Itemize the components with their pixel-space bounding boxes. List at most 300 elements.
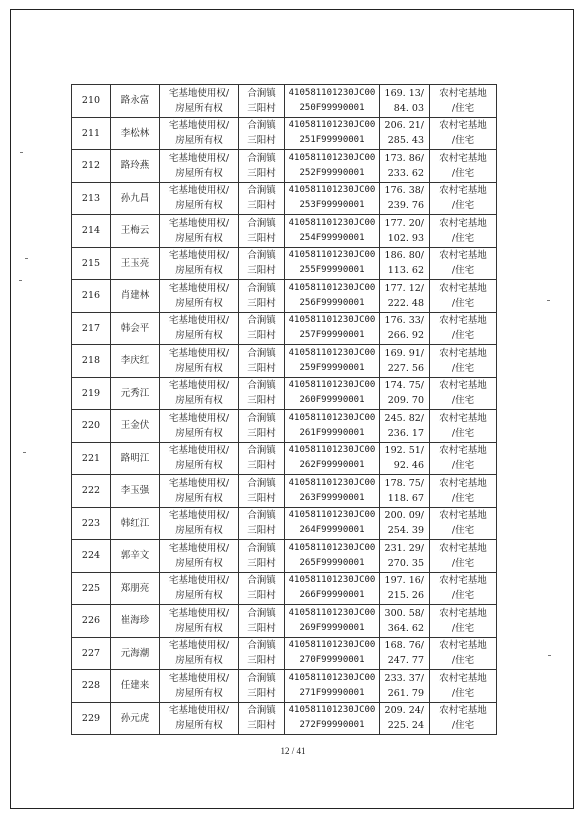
land-use-line-1: 农村宅基地 — [439, 607, 487, 619]
parcel-code-cell — [285, 442, 380, 475]
owner-name-cell — [111, 345, 160, 378]
building-area: 84. 03 — [393, 102, 424, 114]
land-area: 197. 16/ — [384, 575, 424, 587]
land-area: 300. 58/ — [384, 607, 424, 619]
right-type-line-2: 房屋所有权 — [175, 655, 223, 667]
area-cell — [380, 150, 430, 183]
land-use-line-2: /住宅 — [451, 622, 475, 634]
land-use-line-1: 农村宅基地 — [439, 217, 487, 229]
right-type-cell — [160, 215, 239, 248]
parcel-code-line-2: 271F99990001 — [299, 687, 365, 698]
parcel-code-line-2: 257F99990001 — [299, 330, 365, 341]
area-cell — [380, 410, 430, 443]
right-type-line-1: 宅基地使用权/ — [168, 672, 230, 684]
area-cell — [380, 377, 430, 410]
land-use-line-1: 农村宅基地 — [439, 380, 487, 392]
right-type-line-2: 房屋所有权 — [175, 232, 223, 244]
building-area: 102. 93 — [387, 232, 424, 244]
location-village: 三阳村 — [247, 200, 276, 212]
land-area: 177. 12/ — [384, 282, 424, 294]
building-area: 225. 24 — [387, 720, 424, 732]
land-area: 233. 37/ — [384, 672, 424, 684]
location-town: 合涧镇 — [247, 185, 276, 197]
building-area: 113. 62 — [387, 265, 424, 277]
right-type-cell — [160, 475, 239, 508]
location-village: 三阳村 — [247, 460, 276, 472]
row-number: 222 — [81, 485, 101, 497]
row-number: 228 — [81, 680, 101, 692]
scan-speck — [23, 452, 26, 453]
table-row — [72, 572, 497, 605]
owner-name-cell — [111, 215, 160, 248]
right-type-line-2: 房屋所有权 — [175, 720, 223, 732]
right-type-line-2: 房屋所有权 — [175, 590, 223, 602]
parcel-code-line-1: 410581101230JC00 — [288, 87, 376, 98]
land-use-cell — [430, 702, 497, 735]
row-number: 223 — [81, 517, 101, 529]
location-village: 三阳村 — [247, 395, 276, 407]
land-use-line-2: /住宅 — [451, 720, 475, 732]
land-use-line-2: /住宅 — [451, 297, 475, 309]
building-area: 92. 46 — [393, 460, 424, 472]
row-number: 218 — [81, 355, 101, 367]
location-village: 三阳村 — [247, 102, 276, 114]
land-use-cell — [430, 540, 497, 573]
right-type-cell — [160, 150, 239, 183]
parcel-code-line-2: 254F99990001 — [299, 232, 365, 243]
parcel-code-line-1: 410581101230JC00 — [288, 412, 376, 423]
location-cell — [239, 377, 285, 410]
land-area: 192. 51/ — [384, 445, 424, 457]
row-number: 214 — [81, 225, 101, 237]
row-number: 212 — [81, 160, 101, 172]
right-type-line-1: 宅基地使用权/ — [168, 575, 230, 587]
location-cell — [239, 280, 285, 313]
building-area: 209. 70 — [387, 395, 424, 407]
land-use-cell — [430, 182, 497, 215]
building-area: 239. 76 — [387, 200, 424, 212]
table-row — [72, 702, 497, 735]
location-town: 合涧镇 — [247, 477, 276, 489]
parcel-code-line-2: 259F99990001 — [299, 362, 365, 373]
parcel-code-cell — [285, 377, 380, 410]
land-use-cell — [430, 312, 497, 345]
row-number-cell — [72, 280, 111, 313]
location-village: 三阳村 — [247, 525, 276, 537]
area-cell — [380, 507, 430, 540]
location-cell — [239, 670, 285, 703]
parcel-code-line-2: 272F99990001 — [299, 720, 365, 731]
area-cell — [380, 280, 430, 313]
row-number: 229 — [81, 712, 101, 724]
right-type-line-2: 房屋所有权 — [175, 687, 223, 699]
parcel-code-line-2: 260F99990001 — [299, 395, 365, 406]
land-use-cell — [430, 215, 497, 248]
land-use-line-1: 农村宅基地 — [439, 412, 487, 424]
parcel-code-cell — [285, 215, 380, 248]
owner-name: 王梅云 — [120, 225, 150, 237]
right-type-line-1: 宅基地使用权/ — [168, 607, 230, 619]
right-type-cell — [160, 410, 239, 443]
location-village: 三阳村 — [247, 167, 276, 179]
right-type-line-2: 房屋所有权 — [175, 330, 223, 342]
owner-name: 李松林 — [120, 127, 150, 139]
owner-name: 路永富 — [120, 95, 150, 107]
land-use-line-2: /住宅 — [451, 687, 475, 699]
location-town: 合涧镇 — [247, 412, 276, 424]
land-use-line-1: 农村宅基地 — [439, 315, 487, 327]
location-town: 合涧镇 — [247, 217, 276, 229]
location-town: 合涧镇 — [247, 315, 276, 327]
location-town: 合涧镇 — [247, 510, 276, 522]
land-use-line-1: 农村宅基地 — [439, 575, 487, 587]
parcel-code-cell — [285, 670, 380, 703]
row-number-cell — [72, 247, 111, 280]
area-cell — [380, 540, 430, 573]
row-number-cell — [72, 540, 111, 573]
area-cell — [380, 182, 430, 215]
parcel-code-line-1: 410581101230JC00 — [288, 152, 376, 163]
parcel-code-cell — [285, 702, 380, 735]
building-area: 233. 62 — [387, 167, 424, 179]
owner-name-cell — [111, 507, 160, 540]
owner-name: 任建来 — [120, 680, 150, 692]
parcel-code-line-2: 256F99990001 — [299, 297, 365, 308]
row-number-cell — [72, 312, 111, 345]
land-area: 169. 13/ — [384, 87, 424, 99]
location-town: 合涧镇 — [247, 152, 276, 164]
table-row — [72, 442, 497, 475]
table-row — [72, 605, 497, 638]
right-type-line-1: 宅基地使用权/ — [168, 412, 230, 424]
owner-name: 崔海珍 — [120, 615, 150, 627]
owner-name: 元海潮 — [120, 647, 150, 659]
area-cell — [380, 670, 430, 703]
land-use-line-1: 农村宅基地 — [439, 542, 487, 554]
building-area: 266. 92 — [387, 330, 424, 342]
building-area: 247. 77 — [387, 655, 424, 667]
right-type-cell — [160, 637, 239, 670]
area-cell — [380, 572, 430, 605]
owner-name-cell — [111, 85, 160, 118]
table-row — [72, 377, 497, 410]
land-use-cell — [430, 117, 497, 150]
right-type-line-1: 宅基地使用权/ — [168, 217, 230, 229]
land-use-line-1: 农村宅基地 — [439, 347, 487, 359]
land-use-line-1: 农村宅基地 — [439, 185, 487, 197]
row-number: 227 — [81, 647, 101, 659]
table-row — [72, 85, 497, 118]
right-type-cell — [160, 345, 239, 378]
parcel-code-cell — [285, 605, 380, 638]
land-use-cell — [430, 670, 497, 703]
right-type-cell — [160, 312, 239, 345]
right-type-line-1: 宅基地使用权/ — [168, 282, 230, 294]
area-cell — [380, 605, 430, 638]
land-use-line-1: 农村宅基地 — [439, 705, 487, 717]
owner-name: 韩红江 — [120, 517, 150, 529]
land-use-line-2: /住宅 — [451, 590, 475, 602]
owner-name: 路玲燕 — [120, 160, 150, 172]
owner-name: 孙九昌 — [120, 192, 150, 204]
location-village: 三阳村 — [247, 655, 276, 667]
scan-speck — [25, 258, 28, 259]
building-area: 261. 79 — [387, 687, 424, 699]
owner-name-cell — [111, 475, 160, 508]
right-type-line-1: 宅基地使用权/ — [168, 542, 230, 554]
right-type-cell — [160, 85, 239, 118]
land-use-line-1: 农村宅基地 — [439, 510, 487, 522]
parcel-code-cell — [285, 475, 380, 508]
row-number: 211 — [81, 127, 101, 139]
owner-name: 王玉亮 — [120, 257, 150, 269]
land-use-line-2: /住宅 — [451, 557, 475, 569]
owner-name: 韩会平 — [120, 322, 150, 334]
land-use-line-1: 农村宅基地 — [439, 282, 487, 294]
owner-name-cell — [111, 247, 160, 280]
right-type-line-1: 宅基地使用权/ — [168, 477, 230, 489]
owner-name-cell — [111, 670, 160, 703]
table-row — [72, 637, 497, 670]
location-village: 三阳村 — [247, 687, 276, 699]
owner-name-cell — [111, 410, 160, 443]
table-row — [72, 410, 497, 443]
parcel-code-line-2: 252F99990001 — [299, 167, 365, 178]
location-village: 三阳村 — [247, 492, 276, 504]
building-area: 118. 67 — [387, 492, 424, 504]
right-type-line-2: 房屋所有权 — [175, 622, 223, 634]
row-number: 224 — [81, 550, 101, 562]
location-cell — [239, 215, 285, 248]
owner-name-cell — [111, 605, 160, 638]
right-type-line-2: 房屋所有权 — [175, 362, 223, 374]
parcel-code-cell — [285, 312, 380, 345]
row-number-cell — [72, 410, 111, 443]
row-number-cell — [72, 377, 111, 410]
land-use-line-1: 农村宅基地 — [439, 152, 487, 164]
land-use-line-2: /住宅 — [451, 427, 475, 439]
right-type-line-2: 房屋所有权 — [175, 427, 223, 439]
location-cell — [239, 312, 285, 345]
parcel-code-line-1: 410581101230JC00 — [288, 120, 376, 131]
owner-name-cell — [111, 182, 160, 215]
row-number-cell — [72, 442, 111, 475]
land-area: 178. 75/ — [384, 477, 424, 489]
area-cell — [380, 442, 430, 475]
land-use-cell — [430, 377, 497, 410]
right-type-line-1: 宅基地使用权/ — [168, 185, 230, 197]
parcel-code-line-1: 410581101230JC00 — [288, 672, 376, 683]
parcel-code-line-1: 410581101230JC00 — [288, 607, 376, 618]
right-type-line-1: 宅基地使用权/ — [168, 445, 230, 457]
parcel-code-line-1: 410581101230JC00 — [288, 185, 376, 196]
right-type-line-2: 房屋所有权 — [175, 102, 223, 114]
location-cell — [239, 540, 285, 573]
table-row — [72, 117, 497, 150]
right-type-cell — [160, 572, 239, 605]
land-area: 245. 82/ — [384, 412, 424, 424]
building-area: 215. 26 — [387, 590, 424, 602]
parcel-code-line-1: 410581101230JC00 — [288, 347, 376, 358]
parcel-code-cell — [285, 280, 380, 313]
right-type-line-2: 房屋所有权 — [175, 135, 223, 147]
owner-name-cell — [111, 280, 160, 313]
table-row — [72, 540, 497, 573]
table-row — [72, 150, 497, 183]
land-area: 174. 75/ — [384, 380, 424, 392]
land-use-cell — [430, 572, 497, 605]
row-number: 226 — [81, 615, 101, 627]
right-type-cell — [160, 442, 239, 475]
location-town: 合涧镇 — [247, 445, 276, 457]
land-use-line-1: 农村宅基地 — [439, 250, 487, 262]
right-type-line-1: 宅基地使用权/ — [168, 380, 230, 392]
parcel-code-line-2: 262F99990001 — [299, 460, 365, 471]
right-type-cell — [160, 182, 239, 215]
building-area: 254. 39 — [387, 525, 424, 537]
land-use-cell — [430, 85, 497, 118]
right-type-line-2: 房屋所有权 — [175, 167, 223, 179]
right-type-line-1: 宅基地使用权/ — [168, 347, 230, 359]
location-cell — [239, 572, 285, 605]
parcel-code-cell — [285, 572, 380, 605]
location-village: 三阳村 — [247, 720, 276, 732]
table-row — [72, 345, 497, 378]
land-use-cell — [430, 507, 497, 540]
right-type-line-1: 宅基地使用权/ — [168, 120, 230, 132]
land-area: 186. 80/ — [384, 250, 424, 262]
parcel-code-cell — [285, 540, 380, 573]
owner-name-cell — [111, 150, 160, 183]
location-town: 合涧镇 — [247, 250, 276, 262]
parcel-code-line-2: 269F99990001 — [299, 622, 365, 633]
right-type-line-2: 房屋所有权 — [175, 525, 223, 537]
land-use-line-2: /住宅 — [451, 492, 475, 504]
table-row — [72, 670, 497, 703]
right-type-cell — [160, 605, 239, 638]
land-area: 168. 76/ — [384, 640, 424, 652]
table-row — [72, 507, 497, 540]
location-village: 三阳村 — [247, 265, 276, 277]
parcel-code-line-2: 264F99990001 — [299, 525, 365, 536]
table-row — [72, 182, 497, 215]
right-type-cell — [160, 247, 239, 280]
row-number: 220 — [81, 420, 101, 432]
right-type-line-1: 宅基地使用权/ — [168, 152, 230, 164]
location-town: 合涧镇 — [247, 380, 276, 392]
land-area: 209. 24/ — [384, 705, 424, 717]
parcel-code-line-1: 410581101230JC00 — [288, 575, 376, 586]
row-number-cell — [72, 150, 111, 183]
location-cell — [239, 150, 285, 183]
land-use-cell — [430, 442, 497, 475]
land-area: 169. 91/ — [384, 347, 424, 359]
land-use-cell — [430, 475, 497, 508]
owner-name: 王金伏 — [120, 420, 150, 432]
location-cell — [239, 117, 285, 150]
parcel-code-cell — [285, 85, 380, 118]
owner-name: 郑朋亮 — [120, 582, 150, 594]
building-area: 285. 43 — [387, 135, 424, 147]
location-cell — [239, 442, 285, 475]
building-area: 270. 35 — [387, 557, 424, 569]
parcel-code-cell — [285, 247, 380, 280]
land-area: 173. 86/ — [384, 152, 424, 164]
parcel-code-line-1: 410581101230JC00 — [288, 380, 376, 391]
scan-speck — [19, 280, 22, 281]
land-use-line-2: /住宅 — [451, 395, 475, 407]
location-village: 三阳村 — [247, 362, 276, 374]
row-number-cell — [72, 345, 111, 378]
owner-name: 郭辛文 — [120, 550, 150, 562]
area-cell — [380, 247, 430, 280]
land-area: 176. 33/ — [384, 315, 424, 327]
location-cell — [239, 637, 285, 670]
location-village: 三阳村 — [247, 427, 276, 439]
location-cell — [239, 507, 285, 540]
land-use-line-1: 农村宅基地 — [439, 477, 487, 489]
parcel-code-line-1: 410581101230JC00 — [288, 510, 376, 521]
right-type-line-2: 房屋所有权 — [175, 200, 223, 212]
scan-speck — [548, 655, 551, 656]
parcel-code-line-1: 410581101230JC00 — [288, 315, 376, 326]
row-number-cell — [72, 702, 111, 735]
location-village: 三阳村 — [247, 557, 276, 569]
row-number: 210 — [81, 95, 101, 107]
table-row — [72, 280, 497, 313]
location-cell — [239, 702, 285, 735]
scan-speck — [547, 300, 550, 301]
location-cell — [239, 410, 285, 443]
right-type-line-1: 宅基地使用权/ — [168, 250, 230, 262]
parcel-code-line-2: 266F99990001 — [299, 590, 365, 601]
row-number-cell — [72, 507, 111, 540]
owner-name-cell — [111, 540, 160, 573]
land-use-line-2: /住宅 — [451, 460, 475, 472]
right-type-line-2: 房屋所有权 — [175, 492, 223, 504]
owner-name: 路明江 — [120, 452, 150, 464]
parcel-code-line-1: 410581101230JC00 — [288, 477, 376, 488]
parcel-code-line-1: 410581101230JC00 — [288, 445, 376, 456]
right-type-line-2: 房屋所有权 — [175, 395, 223, 407]
land-use-line-1: 农村宅基地 — [439, 672, 487, 684]
land-use-cell — [430, 280, 497, 313]
land-area: 200. 09/ — [384, 510, 424, 522]
location-cell — [239, 182, 285, 215]
location-town: 合涧镇 — [247, 282, 276, 294]
location-village: 三阳村 — [247, 232, 276, 244]
land-use-line-2: /住宅 — [451, 525, 475, 537]
land-use-line-2: /住宅 — [451, 135, 475, 147]
homestead-registry-table — [71, 84, 497, 735]
building-area: 236. 17 — [387, 427, 424, 439]
parcel-code-line-2: 270F99990001 — [299, 655, 365, 666]
location-village: 三阳村 — [247, 330, 276, 342]
parcel-code-line-2: 253F99990001 — [299, 200, 365, 211]
location-town: 合涧镇 — [247, 542, 276, 554]
area-cell — [380, 215, 430, 248]
building-area: 364. 62 — [387, 622, 424, 634]
location-town: 合涧镇 — [247, 575, 276, 587]
location-village: 三阳村 — [247, 622, 276, 634]
right-type-line-1: 宅基地使用权/ — [168, 640, 230, 652]
land-area: 176. 38/ — [384, 185, 424, 197]
parcel-code-line-2: 255F99990001 — [299, 265, 365, 276]
area-cell — [380, 345, 430, 378]
area-cell — [380, 85, 430, 118]
parcel-code-line-2: 250F99990001 — [299, 102, 365, 113]
owner-name: 元秀江 — [120, 387, 150, 399]
